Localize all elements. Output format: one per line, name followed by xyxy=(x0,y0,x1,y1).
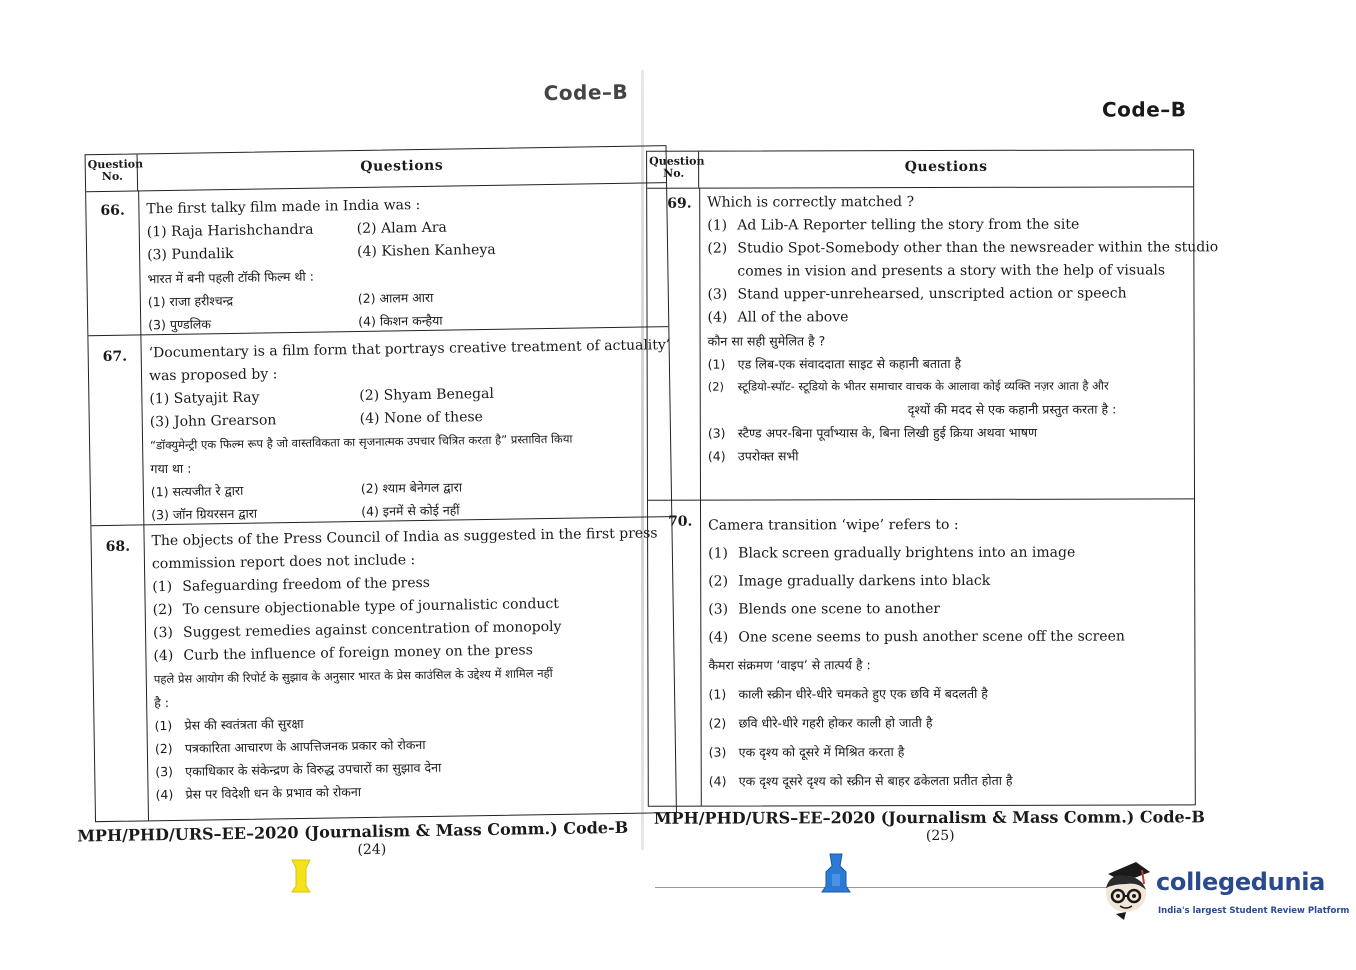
question-body xyxy=(708,510,1191,795)
question-stem-hindi: कौन सा सही सुमेलित है ? xyxy=(707,333,826,349)
option: (1) राजा हरीश्चन्द्र xyxy=(147,292,234,310)
option-text: स्टैण्ड अपर-बिना पूर्वाभ्यास के, बिना लिखी हुई क्रिया अथवा भाषण xyxy=(737,424,1038,441)
question-stem-hindi-cont: गया था : xyxy=(150,460,192,477)
option-text: Safeguarding freedom of the press xyxy=(182,574,431,595)
page-footer: MPH/PHD/URS–EE–2020 (Journalism & Mass Comm.) Code-B xyxy=(77,817,629,846)
option-text: एकाधिकार के संकेन्द्रण के विरुद्ध उपचारों का सुझाव देना xyxy=(185,759,442,779)
option-text: To censure objectionable type of journalistic conduct xyxy=(182,595,560,618)
option xyxy=(708,374,1190,398)
question-stem: The first talky film made in India was : xyxy=(146,197,421,218)
question-number: 70. xyxy=(668,513,693,530)
option-number: (2) xyxy=(154,740,173,757)
option-number: (1) xyxy=(708,545,729,562)
option-text: Studio Spot-Somebody other than the newsreader within the studio xyxy=(737,239,1219,257)
option: (3) Pundalik xyxy=(147,245,234,264)
question-no-header: Question No. xyxy=(86,154,139,191)
option: (2) Shyam Benegal xyxy=(359,385,495,404)
option xyxy=(708,351,1190,375)
question-number: 67. xyxy=(102,348,128,366)
option-text: छवि धीरे-धीरे गहरी होकर काली हो जाती है xyxy=(738,715,933,731)
option-text: Suggest remedies against concentration of monopoly xyxy=(182,618,562,641)
option-number: (1) xyxy=(154,717,173,734)
table-header xyxy=(647,150,1193,188)
option: (1) Raja Harishchandra xyxy=(146,221,314,241)
question-number: 66. xyxy=(100,202,125,220)
option: (3) जॉन ग्रियरसन द्वारा xyxy=(151,505,258,523)
option: (1) Satyajit Ray xyxy=(149,389,260,408)
option xyxy=(708,594,1190,623)
question-body xyxy=(146,190,664,336)
question-body xyxy=(707,190,1219,467)
option-number: (1) xyxy=(707,217,728,234)
option: (2) Alam Ara xyxy=(356,219,447,238)
question-stem-hindi: पहले प्रेस आयोग की रिपोर्ट के सुझाव के अनुसार भारत के प्रेस काउंसिल के उद्देश्य में शामिल नहीं xyxy=(153,665,553,687)
page-number: (24) xyxy=(357,841,387,859)
option-number: (2) xyxy=(152,601,173,619)
question-stem-hindi: कैमरा संक्रमण ‘वाइप’ से तात्पर्य है : xyxy=(708,657,871,673)
option-number: (2) xyxy=(707,240,728,257)
option-number: (3) xyxy=(707,286,728,303)
option: (1) सत्यजीत रे द्वारा xyxy=(150,482,244,500)
option-number: (3) xyxy=(152,624,174,642)
logo-wordmark: collegedunia xyxy=(1156,868,1326,896)
option-text: काली स्क्रीन धीरे-धीरे चमकते हुए एक छवि में बदलती है xyxy=(738,685,988,702)
option-number: (1) xyxy=(707,356,726,372)
option xyxy=(708,443,1190,467)
option-number: (1) xyxy=(152,578,173,596)
option xyxy=(708,538,1190,567)
question-stem-cont: commission report does not include : xyxy=(151,552,416,573)
option-number: (1) xyxy=(708,686,727,702)
option: (3) John Grearson xyxy=(149,412,277,431)
option-text: स्टूडियो-स्पॉट- स्टूडियो के भीतर समाचार वाचक के आलावा कोई व्यक्ति नज़र आता है और xyxy=(737,378,1109,394)
option xyxy=(708,566,1190,595)
options-en xyxy=(149,380,666,434)
option: (4) Kishen Kanheya xyxy=(356,241,496,261)
question-table xyxy=(85,145,677,822)
code-label: Code–B xyxy=(1101,97,1187,122)
option-number: (4) xyxy=(707,448,726,464)
option-text: पत्रकारिता आचारण के आपत्तिजनक प्रकार को रोकना xyxy=(184,737,426,756)
questions-header: Questions xyxy=(904,158,988,176)
option xyxy=(707,282,1189,306)
question-no-header: Question No. xyxy=(647,152,699,188)
question-number: 69. xyxy=(667,195,692,212)
option-number: (2) xyxy=(708,715,727,731)
option xyxy=(707,236,1219,260)
question-row-67 xyxy=(88,326,671,526)
page-number: (25) xyxy=(925,827,955,845)
collegedunia-logo xyxy=(1098,858,1350,928)
option-number: (3) xyxy=(155,763,174,780)
question-row-66 xyxy=(86,182,668,336)
option-number: (4) xyxy=(708,773,727,789)
options-en xyxy=(147,213,664,267)
left-page xyxy=(52,0,671,970)
option xyxy=(708,420,1190,444)
question-row-69 xyxy=(647,186,1219,500)
question-row-68 xyxy=(91,516,676,821)
option-cont: comes in vision and presents a story with the help of visuals xyxy=(737,262,1166,280)
option: (4) इनमें से कोई नहीं xyxy=(361,502,460,519)
option-text: एक दृश्य को दूसरे में मिश्रित करता है xyxy=(738,744,905,760)
option xyxy=(709,765,1191,795)
option-text: प्रेस पर विदेशी धन के प्रभाव को रोकना xyxy=(185,784,362,802)
question-table xyxy=(646,149,1219,806)
option-text: Stand upper-unrehearsed, unscripted action or speech xyxy=(737,285,1127,303)
question-stem-hindi: “डॉक्युमेन्ट्री एक फिल्म रूप है जो वास्तविकता का सृजनात्मक उपचार चित्रित करता है” प्रस्तावित किया xyxy=(150,431,573,453)
option-text: Blends one scene to another xyxy=(738,601,941,618)
option: (2) श्याम बेनेगल द्वारा xyxy=(360,479,463,496)
code-label: Code–B xyxy=(543,79,629,106)
question-stem-hindi-cont: है : xyxy=(154,695,170,711)
option-number: (3) xyxy=(708,601,729,618)
option-number: (3) xyxy=(707,425,726,441)
option-text: Black screen gradually brightens into an image xyxy=(738,544,1076,562)
question-row-70 xyxy=(648,498,1195,805)
option xyxy=(707,213,1189,237)
right-page xyxy=(644,0,1232,966)
question-stem: ‘Documentary is a film form that portrays creative treatment of actuality’ xyxy=(148,337,671,362)
option-text: उपरोक्त सभी xyxy=(737,448,799,464)
option xyxy=(707,305,1189,329)
option-text: Curb the influence of foreign money on the press xyxy=(183,642,533,664)
option-text: एक दृश्य दूसरे दृश्य को स्क्रीन से बाहर ढकेलता प्रतीत होता है xyxy=(738,772,1013,789)
blue-clip-icon xyxy=(818,852,854,896)
question-stem-cont: was proposed by : xyxy=(148,366,278,385)
page-edge-line xyxy=(655,887,1125,888)
option-text: All of the above xyxy=(737,309,849,326)
option xyxy=(709,707,1191,737)
option-text: Image gradually darkens into black xyxy=(738,572,991,590)
option-number: (4) xyxy=(153,647,174,665)
logo-tagline: India's largest Student Review Platform xyxy=(1158,906,1350,916)
option-number: (3) xyxy=(708,744,727,760)
option-text: One scene seems to push another scene off the screen xyxy=(738,628,1125,646)
option-number: (2) xyxy=(707,379,725,394)
option: (3) पुण्डलिक xyxy=(148,316,212,333)
question-body xyxy=(151,522,671,806)
option-number: (4) xyxy=(155,786,174,803)
page-footer: MPH/PHD/URS–EE–2020 (Journalism & Mass Comm.) Code-B xyxy=(653,807,1205,828)
option xyxy=(708,622,1190,651)
option-number: (4) xyxy=(707,309,728,326)
option xyxy=(709,736,1191,766)
option-text: Ad Lib-A Reporter telling the story from the site xyxy=(737,216,1080,234)
questions-header: Questions xyxy=(360,157,444,175)
option-text: एड लिब-एक संवाददाता साइट से कहानी बताता है xyxy=(737,355,962,372)
option: (4) किशन कन्हैया xyxy=(358,312,443,330)
option xyxy=(708,678,1190,708)
question-body xyxy=(148,334,671,526)
mascot-icon xyxy=(1098,858,1156,920)
option-number: (4) xyxy=(708,629,729,646)
option-text: प्रेस की स्वतंत्रता की सुरक्षा xyxy=(184,715,304,733)
option-number: (2) xyxy=(708,573,729,590)
question-stem: Camera transition ‘wipe’ refers to : xyxy=(708,516,959,534)
question-stem: The objects of the Press Council of India as suggested in the first press xyxy=(151,525,658,550)
option: (4) None of these xyxy=(359,409,484,427)
option-cont: दृश्यों की मदद से एक कहानी प्रस्तुत करता है : xyxy=(907,401,1117,418)
question-stem: Which is correctly matched ? xyxy=(707,194,915,211)
question-number: 68. xyxy=(105,538,131,555)
question-stem-hindi: भारत में बनी पहली टॉकी फिल्म थी : xyxy=(147,268,314,287)
yellow-clip-icon xyxy=(290,858,312,894)
option: (2) आलम आरा xyxy=(357,289,434,307)
